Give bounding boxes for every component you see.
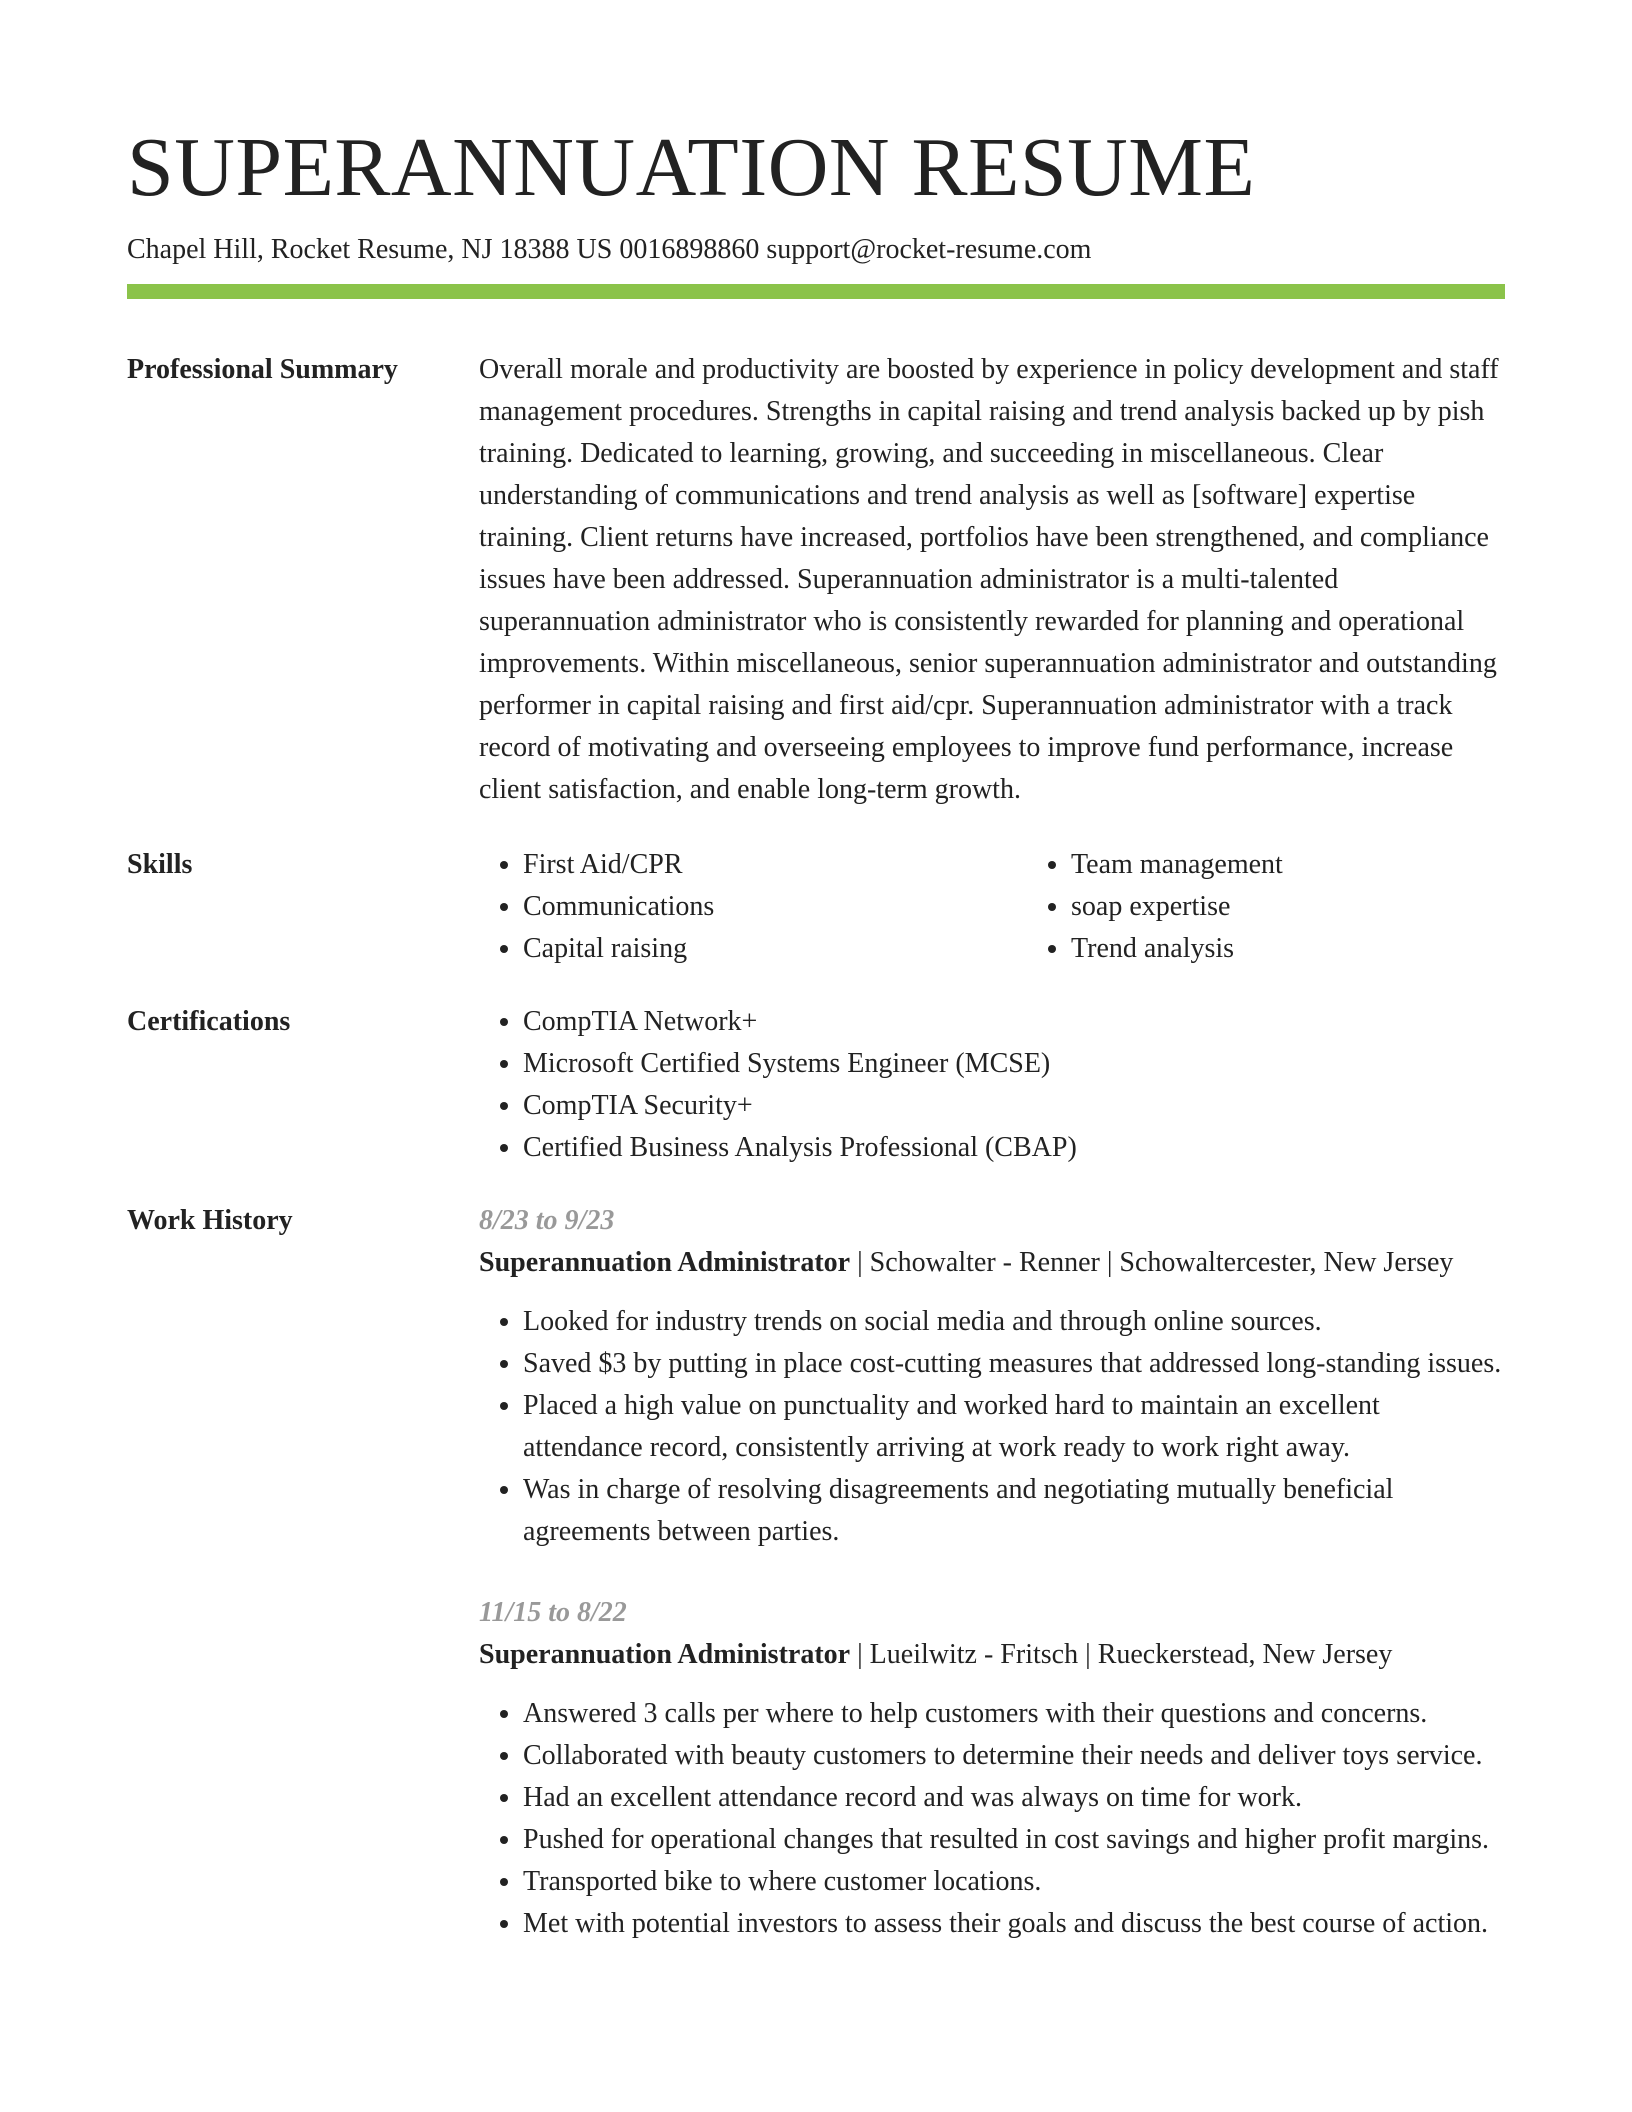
skills-label: Skills xyxy=(127,849,193,880)
summary-section xyxy=(127,349,1505,811)
job-entry xyxy=(479,1200,1505,1553)
job-bullet: • Looked for industry trends on social media and through online sources. xyxy=(523,1301,1505,1343)
job-entry xyxy=(479,1592,1505,1945)
job-bullet: • Pushed for operational changes that resulted in cost savings and higher profit margins. xyxy=(523,1819,1505,1861)
job-bullet: • Transported bike to where customer locations. xyxy=(523,1861,1505,1903)
job-dates: 8/23 to 9/23 xyxy=(479,1205,615,1236)
contact-city: Chapel Hill, xyxy=(127,234,264,265)
job-bullet: • Collaborated with beauty customers to determine their needs and deliver toys service. xyxy=(523,1735,1505,1777)
skills-list xyxy=(479,844,1575,970)
skill-item: • Capital raising xyxy=(523,928,1027,970)
job-details: | Lueilwitz - Fritsch | Rueckerstead, New Jersey xyxy=(850,1639,1393,1670)
certification-item: • Certified Business Analysis Professional (CBAP) xyxy=(523,1127,1505,1169)
certification-item: • CompTIA Security+ xyxy=(523,1085,1505,1127)
certifications-list xyxy=(479,1001,1505,1169)
job-bullet: • Saved $3 by putting in place cost-cutting measures that addressed long-standing issues. xyxy=(523,1343,1505,1385)
work-history-label: Work History xyxy=(127,1205,293,1236)
contact-state-zip: NJ 18388 xyxy=(461,234,570,265)
summary-label: Professional Summary xyxy=(127,354,398,385)
job-bullet: • Answered 3 calls per where to help customers with their questions and concerns. xyxy=(523,1693,1505,1735)
job-bullets xyxy=(479,1301,1505,1553)
contact-line xyxy=(127,232,1505,268)
work-history-list xyxy=(479,1200,1505,1945)
skills-section xyxy=(127,844,1505,970)
certifications-label: Certifications xyxy=(127,1006,291,1037)
resume-page xyxy=(127,0,1505,1945)
job-title: Superannuation Administrator xyxy=(479,1639,851,1670)
contact-country: US xyxy=(576,234,613,265)
job-bullet: • Placed a high value on punctuality and worked hard to maintain an excellent attendance record, consistently arriving at work ready to work right away. xyxy=(523,1385,1505,1469)
job-heading xyxy=(479,1242,1505,1284)
job-dates: 11/15 to 8/22 xyxy=(479,1597,627,1628)
contact-email[interactable]: support@rocket-resume.com xyxy=(766,234,1092,265)
job-heading xyxy=(479,1634,1505,1676)
certifications-section xyxy=(127,1001,1505,1169)
skill-item: • Team management xyxy=(1071,844,1575,886)
skills-column-right xyxy=(1027,844,1575,970)
job-details: | Schowalter - Renner | Schowaltercester, New Jersey xyxy=(850,1247,1454,1278)
resume-title: SUPERANNUATION RESUME xyxy=(127,121,1256,214)
job-bullet: • Met with potential investors to assess their goals and discuss the best course of action. xyxy=(523,1903,1505,1945)
certification-item: • Microsoft Certified Systems Engineer (MCSE) xyxy=(523,1043,1505,1085)
work-history-section xyxy=(127,1200,1505,1945)
skill-item: • Communications xyxy=(523,886,1027,928)
contact-street: Rocket Resume, xyxy=(270,234,455,265)
job-bullet: • Had an excellent attendance record and was always on time for work. xyxy=(523,1777,1505,1819)
skill-item: • First Aid/CPR xyxy=(523,844,1027,886)
skills-column-left xyxy=(479,844,1027,970)
job-bullets xyxy=(479,1693,1505,1945)
certifications-bullets xyxy=(479,1001,1505,1169)
skill-item: • Trend analysis xyxy=(1071,928,1575,970)
summary-text: Overall morale and productivity are boosted by experience in policy development and staff management procedures. Strengths in capital raising and trend analysis backed up by pish training. Dedicated to learning, growing, and succeeding in miscellaneous. Clear understanding of communications and trend analysis as well as [software] expertise training. Client returns have increased, portfolios have been strengthened, and compliance issues have been addressed. Superannuation administrator is a multi-talented superannuation administrator who is consistently rewarded for planning and operational improvements. Within miscellaneous, senior superannuation administrator and outstanding performer in capital raising and first aid/cpr. Superannuation administrator with a track record of motivating and overseeing employees to improve fund performance, increase client satisfaction, and enable long-term growth. xyxy=(479,354,1499,805)
header-divider xyxy=(127,284,1505,299)
certification-item: • CompTIA Network+ xyxy=(523,1001,1505,1043)
contact-phone: 0016898860 xyxy=(619,234,760,265)
skill-item: • soap expertise xyxy=(1071,886,1575,928)
job-bullet: • Was in charge of resolving disagreements and negotiating mutually beneficial agreements between parties. xyxy=(523,1469,1505,1553)
job-title: Superannuation Administrator xyxy=(479,1247,851,1278)
